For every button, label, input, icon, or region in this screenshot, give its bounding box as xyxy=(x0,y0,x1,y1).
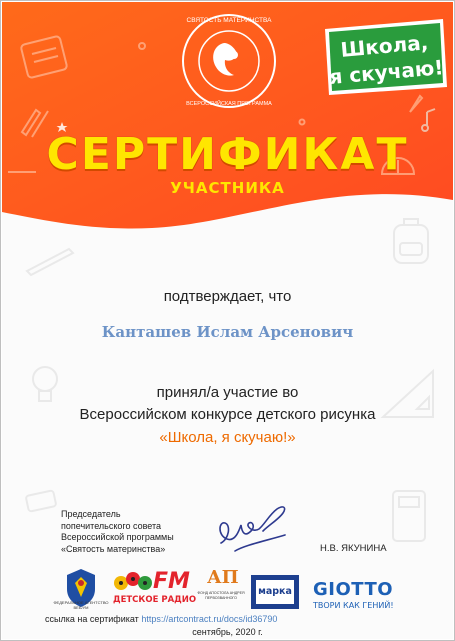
certificate-subtitle: УЧАСТНИКА xyxy=(170,179,285,197)
certificate-link xyxy=(45,614,277,624)
federal-agency-caption: ФЕДЕРАЛЬНОЕ АГЕНТСТВО ВЕБ/УМ xyxy=(53,600,109,610)
certificate-link-label: ссылка на сертификат xyxy=(45,614,139,624)
contest-title: «Школа, я скучаю!» xyxy=(159,429,296,446)
fap-mark: АП xyxy=(207,567,239,588)
badge-line-2: я скучаю! xyxy=(328,55,445,89)
holy-motherhood-seal-logo xyxy=(179,11,279,111)
chairman-line-2: попечительского совета xyxy=(61,520,161,531)
took-part-text: принял/а участие во xyxy=(156,384,299,401)
giotto-logo xyxy=(313,579,409,609)
chairman-line-4: «Святость материнства» xyxy=(61,543,166,554)
chairman-line-1: Председатель xyxy=(61,509,121,519)
badge-line-1: Школа, xyxy=(339,30,430,62)
certificate-link-url[interactable]: https://artcontract.ru/docs/id36790 xyxy=(141,614,278,624)
svg-text:СВЯТОСТЬ МАТЕРИНСТВА: СВЯТОСТЬ МАТЕРИНСТВА xyxy=(186,17,272,24)
children-radio-logo xyxy=(111,567,197,611)
handwritten-signature xyxy=(215,505,307,557)
school-i-miss-you-badge xyxy=(319,15,451,97)
federal-agency-logo xyxy=(53,567,109,611)
certificate-title: СЕРТИФИКАТ xyxy=(46,129,409,180)
pen-doodle-icon xyxy=(21,241,81,281)
chairman-block xyxy=(61,509,221,555)
svg-text:ВСЕРОССИЙСКАЯ ПРОГРАММА: ВСЕРОССИЙСКАЯ ПРОГРАММА xyxy=(186,101,272,107)
radio-name: ДЕТСКОЕ РАДИО xyxy=(113,595,197,605)
backpack-doodle-icon xyxy=(386,213,436,269)
signer-name: Н.В. ЯКУНИНА xyxy=(320,543,387,554)
confirms-text: подтверждает, что xyxy=(163,288,292,305)
eraser-doodle-icon xyxy=(21,487,61,517)
marka-logo xyxy=(251,575,299,609)
fap-caption: ФОНД АПОСТОЛА АНДРЕЯ ПЕРВОЗВАННОГО xyxy=(197,591,245,600)
giotto-slogan: ТВОРИ КАК ГЕНИЙ! xyxy=(313,601,394,610)
chairman-line-3: Всероссийской программы xyxy=(61,532,174,542)
contest-name: Всероссийском конкурсе детского рисунка xyxy=(79,406,376,423)
calculator-doodle-icon xyxy=(387,487,431,547)
giotto-wordmark: GIOTTO xyxy=(313,579,394,600)
marka-word: марка xyxy=(256,580,294,604)
radio-fm-mark: FM xyxy=(153,569,190,594)
certificate-date: сентябрь, 2020 г. xyxy=(192,627,263,637)
participant-name: Канташев Ислам Арсенович xyxy=(101,323,354,341)
fap-fund-logo xyxy=(197,567,245,613)
